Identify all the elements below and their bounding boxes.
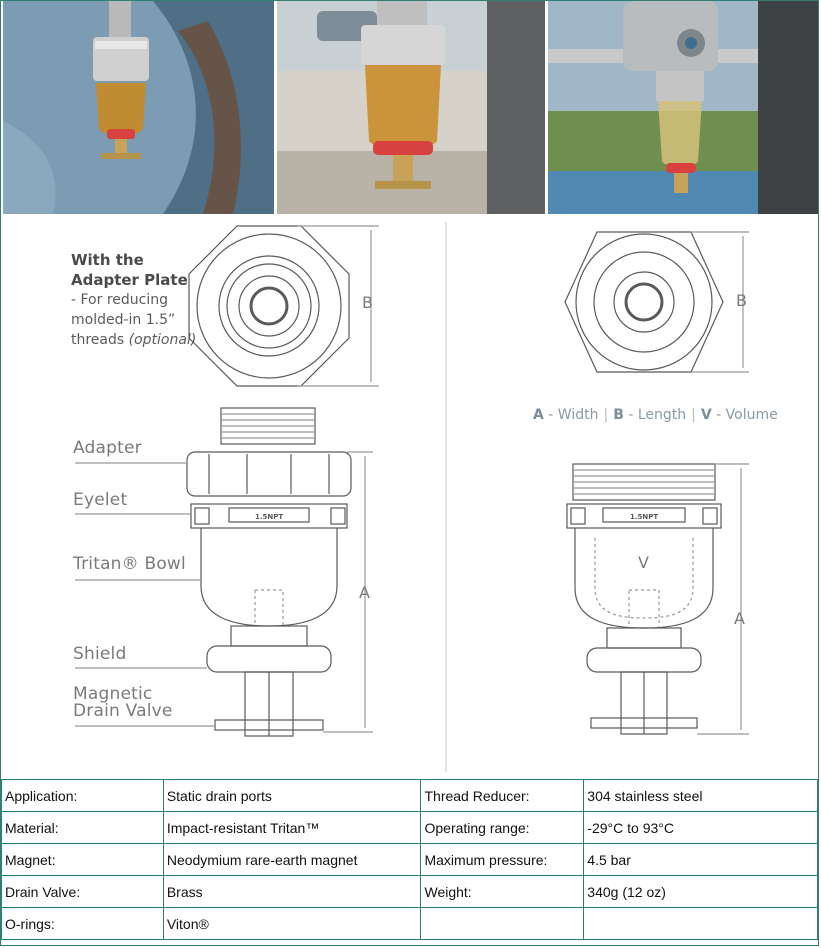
spec-value: 304 stainless steel <box>584 780 818 812</box>
note-title-1: With the <box>71 251 144 269</box>
label-drain-1: Magnetic <box>73 684 153 704</box>
spec-value <box>584 908 818 940</box>
label-adapter: Adapter <box>73 438 142 458</box>
spec-value: Impact-resistant Tritan™ <box>163 812 421 844</box>
nameplate-left: 1.5NPT <box>255 513 284 521</box>
adapter-plate-note <box>71 250 231 350</box>
legend-a-key: A <box>533 407 544 423</box>
note-title-2: Adapter Plate <box>71 271 188 289</box>
note-threads: threads <box>71 332 125 348</box>
legend-b-text: - Length <box>623 407 687 423</box>
dim-a-right: A <box>734 609 745 628</box>
label-drain-2: Drain Valve <box>73 701 173 721</box>
spec-label: Application: <box>2 780 164 812</box>
legend-v-text: - Volume <box>711 407 778 423</box>
photo-street-wall <box>277 1 545 214</box>
legend-a-text: - Width <box>543 407 599 423</box>
spec-value: 340g (12 oz) <box>584 876 818 908</box>
spec-value: Brass <box>163 876 421 908</box>
legend-b-key: B <box>613 407 624 423</box>
legend-v-key: V <box>700 407 712 423</box>
spec-label: Operating range: <box>421 812 584 844</box>
spec-label <box>421 908 584 940</box>
photo-equipment <box>548 1 818 214</box>
note-line-2: molded-in 1.5” <box>71 312 176 328</box>
label-eyelet: Eyelet <box>73 490 128 510</box>
photo-strip <box>3 1 818 214</box>
table-row <box>2 908 818 940</box>
spec-label: Material: <box>2 812 164 844</box>
spec-value: Neodymium rare-earth magnet <box>163 844 421 876</box>
label-bowl: Tritan® Bowl <box>73 554 186 574</box>
specifications-table <box>1 779 818 940</box>
dim-b-right: B <box>736 291 747 310</box>
spec-label: Maximum pressure: <box>421 844 584 876</box>
table-row <box>2 780 818 812</box>
legend-sep-2: | <box>691 407 696 423</box>
spec-label: Thread Reducer: <box>421 780 584 812</box>
note-line-1: - For reducing <box>71 292 168 308</box>
spec-value: Viton® <box>163 908 421 940</box>
table-row <box>2 812 818 844</box>
table-row <box>2 844 818 876</box>
spec-label: O-rings: <box>2 908 164 940</box>
spec-value: Static drain ports <box>163 780 421 812</box>
note-line-3 <box>71 330 231 350</box>
spec-value: 4.5 bar <box>584 844 818 876</box>
table-row <box>2 876 818 908</box>
dim-v: V <box>638 553 649 572</box>
label-shield: Shield <box>73 644 127 664</box>
technical-diagram <box>1 216 818 778</box>
spec-label: Magnet: <box>2 844 164 876</box>
legend-sep-1: | <box>603 407 609 423</box>
photo-blue-pipe <box>3 1 274 214</box>
spec-value: -29°C to 93°C <box>584 812 818 844</box>
dim-a-left: A <box>359 583 370 602</box>
nameplate-right: 1.5NPT <box>630 513 659 521</box>
dimension-legend <box>533 407 778 423</box>
spec-label: Weight: <box>421 876 584 908</box>
note-optional: (optional) <box>128 332 197 348</box>
dim-b-left: B <box>362 293 373 312</box>
spec-label: Drain Valve: <box>2 876 164 908</box>
